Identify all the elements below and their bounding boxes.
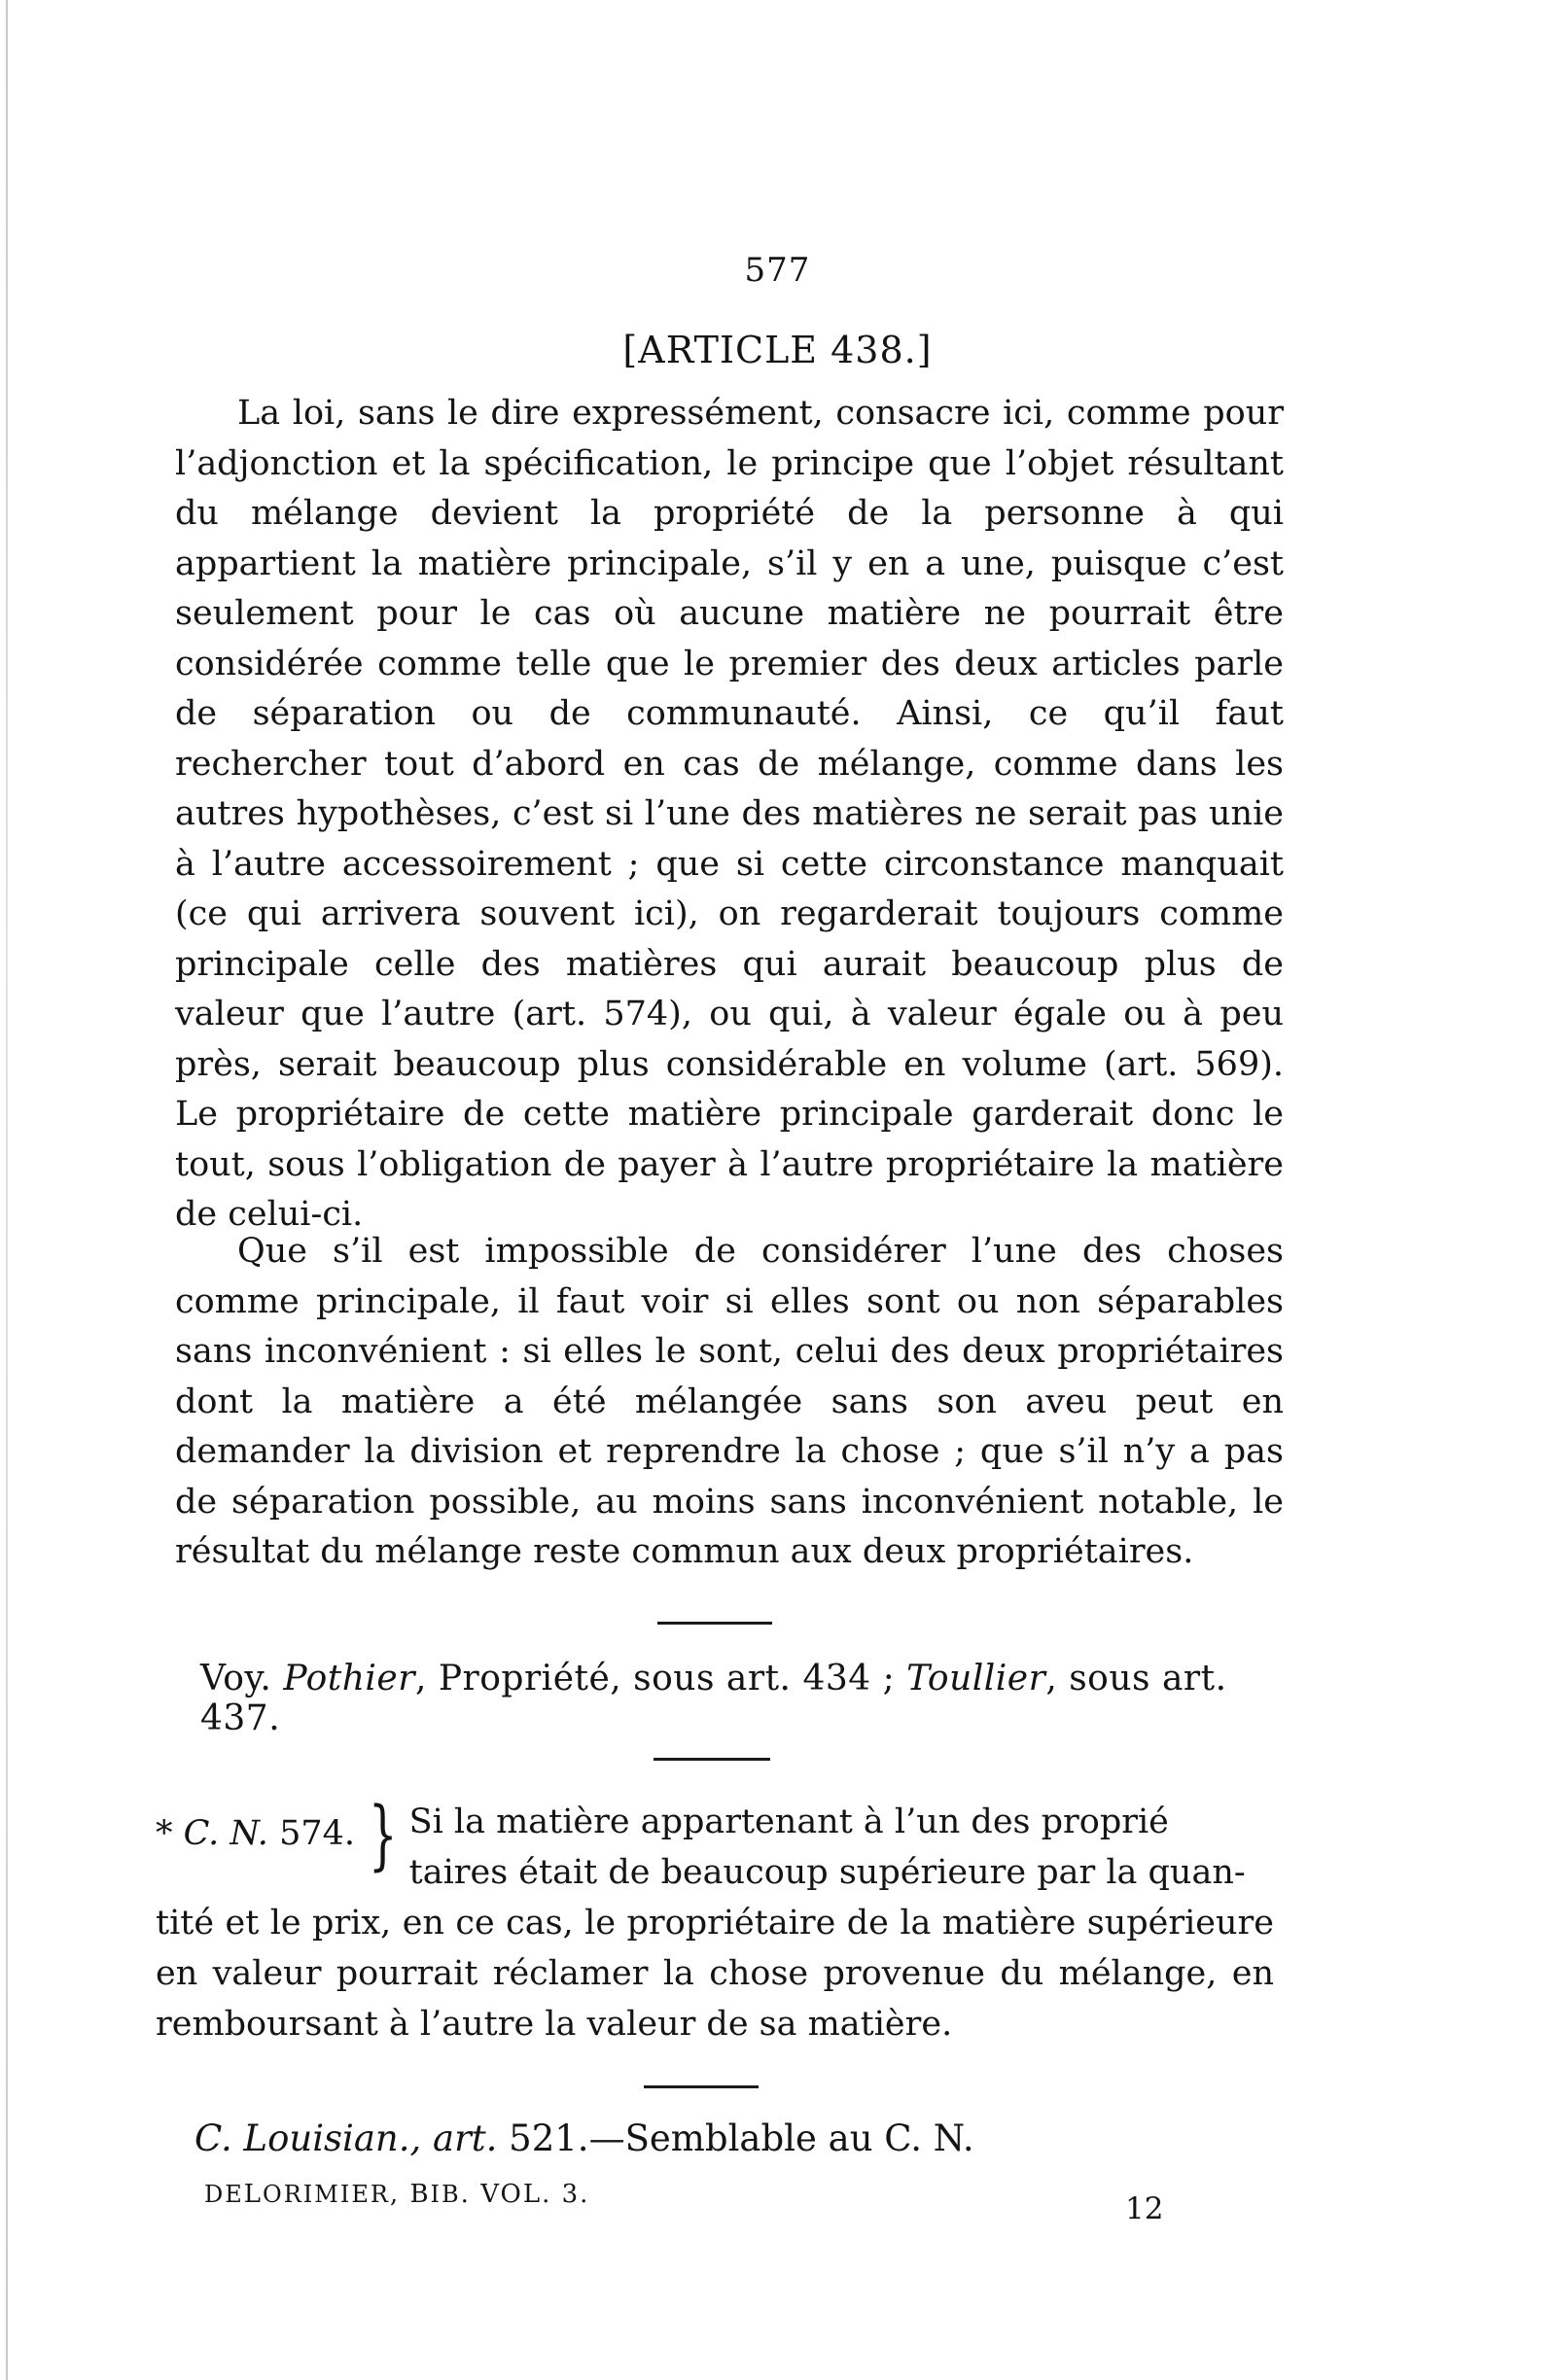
section-divider [657, 1622, 772, 1625]
sig-l: L [243, 2180, 264, 2209]
louisiana-text: —Semblable au C. N. [588, 2118, 974, 2159]
section-divider [644, 2085, 759, 2088]
note-body: tité et le prix, en ce cas, le propriétaire de la matière supérieure en valeur pourrait réclamer la chose provenue du mélange, en remboursant à l’autre la valeur de sa matière. [156, 1904, 1274, 2044]
reference-prefix: Voy. [200, 1659, 284, 1698]
section-divider [654, 1758, 770, 1761]
sheet-number: 12 [1125, 2191, 1164, 2226]
reference-text-1: , Propriété, sous art. 434 ; [414, 1659, 907, 1698]
sig-ib: IB [430, 2181, 461, 2208]
note-line-2: taires était de beaucoup supérieure par la quan- [408, 1853, 1246, 1892]
sig-sep: , [389, 2180, 410, 2209]
note-reference [156, 1797, 359, 1859]
page-number: 577 [744, 251, 811, 290]
reference-line [200, 1659, 1309, 1738]
article-heading: [ARTICLE 438.] [622, 329, 933, 371]
paragraph-text: Que s’il est impossible de considérer l’une des choses comme principale, il faut voir si elles sont ou non séparables sans inconvénient : si elles le sont, celui des deux propriétaires dont la matière a été mélangée sans son aveu peut en demander la division et reprendre la chose ; que s’il n’y a pas de séparation possible, au moins sans inconvénient notable, le résultat du mélange reste commun aux deux propriétaires. [175, 1232, 1284, 1571]
sig-b: B [409, 2180, 431, 2209]
note-code: C. N. [183, 1814, 268, 1853]
note-first-lines [409, 1797, 1274, 1898]
printer-signature [204, 2180, 589, 2209]
note-star: * [156, 1814, 184, 1853]
code-napoleon-note [156, 1792, 1274, 2049]
reference-author-pothier: Pothier [283, 1659, 415, 1698]
louisiana-code-reference [194, 2118, 974, 2159]
louisiana-article: 521. [497, 2118, 589, 2159]
reference-author-toullier: Toullier [906, 1659, 1046, 1698]
commentary-paragraph-1 [175, 389, 1284, 1241]
sig-rest: . VOL. 3. [460, 2180, 590, 2209]
sig-orimier: ORIMIER [263, 2181, 390, 2208]
note-article: 574. [267, 1814, 355, 1853]
note-line-1: Si la matière appartenant à l’un des proprié [408, 1802, 1169, 1841]
reference-text-2: , sous art. 437. [200, 1659, 1227, 1738]
sig-de: DE [204, 2181, 244, 2208]
paragraph-text: La loi, sans le dire expressément, consacre ici, comme pour l’adjonction et la spécification, le principe que l’objet résultant du mélange devient la propriété de la personne à qui appartient la matière principale, s’il y en a une, puisque c’est seulement pour le cas où aucune matière ne pourrait être considérée comme telle que le premier des deux articles parle de séparation ou de communauté. Ainsi, ce qu’il faut rechercher tout d’abord en cas de mélange, comme dans les autres hypothèses, c’est si l’une des matières ne serait pas unie à l’autre accessoirement ; que si cette circonstance manquait (ce qui arrivera souvent ici), on regarderait toujours comme principale celle des matières qui aurait beaucoup plus de valeur que l’autre (art. 574), ou qui, à valeur égale ou à peu près, serait beaucoup plus considérable en volume (art. 569). Le propriétaire de cette matière principale garderait donc le tout, sous l’obligation de payer à l’autre propriétaire la matière de celui-ci. [175, 394, 1284, 1234]
louisiana-code: C. Louisian., art. [194, 2118, 498, 2159]
brace-glyph: } [368, 1792, 398, 1879]
commentary-paragraph-2 [175, 1227, 1284, 1578]
note-header [156, 1792, 1274, 1898]
